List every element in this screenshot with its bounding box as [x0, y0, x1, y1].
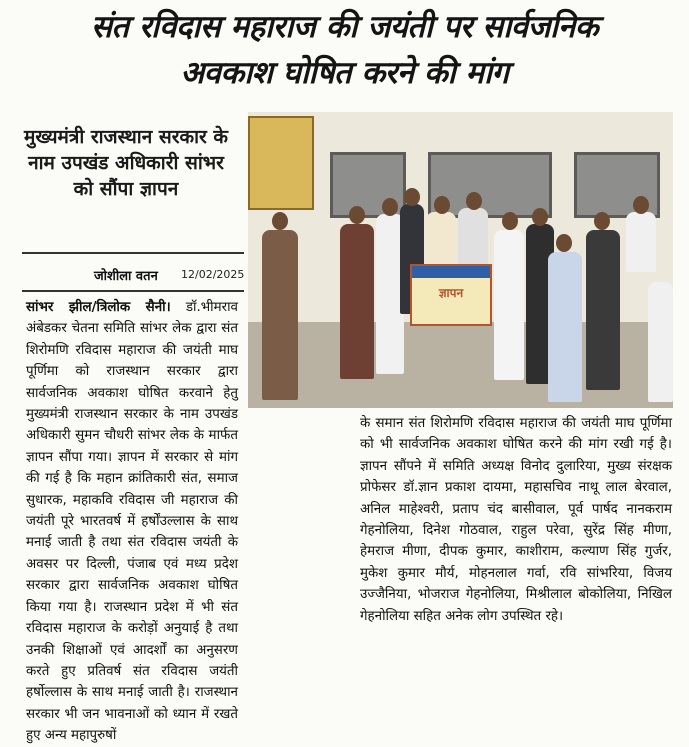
divider-bottom — [22, 290, 244, 292]
banner-text: ज्ञापन — [438, 286, 464, 300]
source-date: 12/02/2025 — [181, 268, 245, 281]
headline-line-2: अवकाश घोषित करने की मांग — [180, 55, 509, 91]
article-text-col2: के समान संत शिरोमणि रविदास महाराज की जयंती माघ पूर्णिमा को भी सार्वजनिक अवकाश घोषित करने की मांग रखी गई है। ज्ञापन सौंपने में समिति अध्यक्ष विनोद दुलारिया, मुख्य संरक्षक प्रोफेसर डॉ.ज्ञान प्रकाश दायमा, महासचिव नाथू लाल बेरवाल, अनिल माहेश्वरी, प्रताप चंद बासीवाल, पूर्व पार्षद नानकराम गेहनोलिया, दिनेश गोठवाल, राहुल परेवा, सुरेंद्र सिंह मीणा, हेमराज मीणा, दीपक कुमार, काशीराम, कल्याण सिंह गुर्जर, मुकेश कुमार मौर्य, मोहनलाल गर्वा, रवि सांभरिया, विजय उज्जैनिया, भोजराज गेहनोलिया, मिश्रीलाल बोकोलिया, निखिल गेहनोलिया सहित अनेक लोग उपस्थित रहे। — [360, 416, 672, 624]
headline — [0, 4, 689, 96]
headline-line-1: संत रविदास महाराज की जयंती पर सार्वजनिक — [90, 9, 599, 45]
notice-board — [248, 116, 314, 210]
divider-top — [22, 252, 244, 254]
article-column-2 — [360, 413, 672, 627]
news-photo — [248, 112, 673, 408]
article-column-1 — [26, 297, 238, 747]
subheadline: मुख्यमंत्री राजस्थान सरकार के नाम उपखंड अधिकारी सांभर को सौंपा ज्ञापन — [23, 126, 228, 200]
source-name: जोशीला वतन — [94, 269, 158, 284]
dateline: सांभर झील/त्रिलोक सैनी। — [26, 300, 171, 315]
memorandum-banner — [410, 264, 492, 326]
article-text-col1: डॉ.भीमराव अंबेडकर चेतना समिति सांभर लेक द्वारा संत शिरोमणि रविदास महाराज की जयंती माघ पूर्णिमा को राजस्थान सरकार द्वारा सार्वजनिक अवकाश घोषित करवाने हेतु मुख्यमंत्री राजस्थान सरकार के नाम उपखंड अधिकारी सुमन चौधरी सांभर लेक के मार्फत ज्ञापन सौंपा गया। ज्ञापन में सरकार से मांग की गई है कि महान क्रांतिकारी संत, समाज सुधारक, महाकवि रविदास जी महाराज की जयंती पूरे भारतवर्ष में हर्षोंउल्लास के साथ मनाई जाती है तथा संत रविदास जयंती के अवसर पर दिल्ली, पंजाब एवं मध्य प्रदेश सरकार द्वारा सार्वजनिक अवकाश घोषित किया गया है। राजस्थान प्रदेश में भी संत रविदास महाराज के करोड़ों अनुयाई है तथा उनकी शिक्षाओं एवं आदर्शों का अनुसरण करते हुए प्रतिवर्ष संत रविदास जयंती हर्षोल्लास के साथ मनाई जाती है। राजस्थान सरकार भी जन भावनाओं को ध्यान में रखते हुए अन्य महापुरुषों — [26, 300, 238, 744]
